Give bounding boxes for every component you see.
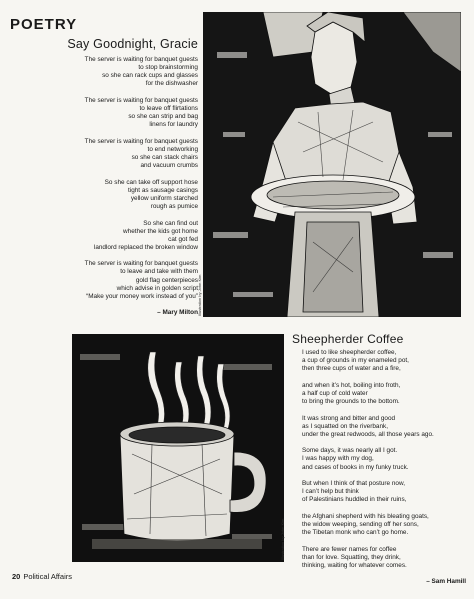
poem-line: to end networking [147,145,198,153]
poem-line: There are fewer names for coffee [302,545,397,553]
poem-line: to bring the grounds to the bottom. [302,397,400,405]
poem-stanza [302,415,466,439]
poem-line: as I squatted on the riverbank, [302,422,388,430]
poem-line: of Palestinians huddled in their ruins, [302,496,407,504]
poem-line: the Tibetan monk who can’t go home. [302,529,409,537]
poem-line: “Make your money work instead of you” [86,292,198,300]
poem-line: to leave and take with them [120,268,198,276]
poem-line: The server is waiting for banquet guests [84,56,198,63]
illustration-steaming-coffee-mug [72,334,284,562]
woodcut-coffee-image [72,334,284,562]
poem-line: I used to like sheepherder coffee, [302,349,397,356]
poem-line: whether the kids got home [123,227,198,235]
poem-body [30,56,198,301]
poem-line: so she can strip and bag [128,113,198,121]
page-number: 20 [12,572,21,581]
illustration-credit: Illustration by John Kim [197,274,202,316]
poem-stanza [302,382,466,406]
illustration-credit: Illustration by John Kim [280,518,285,560]
poem-line: yellow uniform starched [130,194,198,202]
poem-line: the widow weeping, sending off her sons, [302,521,419,528]
poem-stanza [302,546,466,570]
poem-stanza [30,179,198,211]
poem-line: a cup of grounds in my enameled pot, [302,357,409,365]
section-label: POETRY [10,16,78,33]
publication-name: Political Affairs [23,572,72,581]
poem-line: The server is waiting for banquet guests [84,137,198,145]
poem-author: – Sam Hamill [426,578,466,586]
poem-stanza [302,480,466,504]
poem-line: which advise in golden script [116,284,198,292]
poem-line: gold flag centerpieces [135,276,198,284]
poem-line: But when I think of that posture now, [302,480,406,488]
poem-line: rough as pumice [150,202,198,210]
poem-line: the Afghani shepherd with his bleating goats, [302,512,429,520]
poem-line: for the dishwasher [145,80,198,88]
poem-stanza [30,138,198,170]
poem-line: and when it’s hot, boiling into froth, [302,381,401,389]
poem-say-goodnight-gracie [30,56,198,317]
poem-line: The server is waiting for banquet guests [84,260,198,268]
poem-line: I was happy with my dog, [302,455,374,463]
poem-line: than for love. Squatting, they drink, [302,553,401,561]
poem-stanza [302,513,466,537]
poem-line: thinking, waiting for whatever comes. [302,561,407,569]
poem-sheepherder-coffee [302,349,466,587]
poem-line: and cases of books in my funky truck. [302,463,409,471]
poem-line: cat got fed [168,235,198,243]
poem-title-sheepherder-coffee: Sheepherder Coffee [292,332,404,346]
poem-line: to leave off flirtations [139,104,198,112]
poem-stanza [30,56,198,88]
woodcut-server-image [203,12,461,317]
poem-line: The server is waiting for banquet guests [84,96,198,104]
poem-stanza [30,220,198,252]
poem-title-say-goodnight-gracie: Say Goodnight, Gracie [67,37,198,51]
poem-line: so she can stack chairs [131,153,198,161]
poem-line: so she can rack cups and glasses [102,72,198,80]
poem-line: then three cups of water and a fire, [302,365,401,373]
poem-line: It was strong and bitter and good [302,414,396,422]
poem-stanza [302,447,466,471]
poem-stanza [302,349,466,373]
poem-line: to stop brainstorming [138,64,198,72]
poem-line: tight as sausage casings [128,186,198,194]
poem-author: – Mary Milton [157,309,198,317]
poem-line: a half cup of cold water [302,389,368,397]
poem-line: linens for laundry [149,121,198,129]
poem-line: landlord replaced the broken window [93,243,198,251]
poem-line: So she can take off support hose [104,178,198,186]
poem-line: So she can find out [143,219,198,227]
poem-body [302,349,466,570]
poem-line: Some days, it was nearly all I got. [302,447,398,455]
poem-line: and vacuum crumbs [140,162,198,170]
poem-stanza [30,97,198,129]
poem-line: I can’t help but think [302,488,359,496]
poem-stanza [30,260,198,300]
illustration-server-holding-tray [203,12,461,317]
poem-line: under the great redwoods, all those years ago. [302,430,434,438]
page-footer [12,572,72,581]
